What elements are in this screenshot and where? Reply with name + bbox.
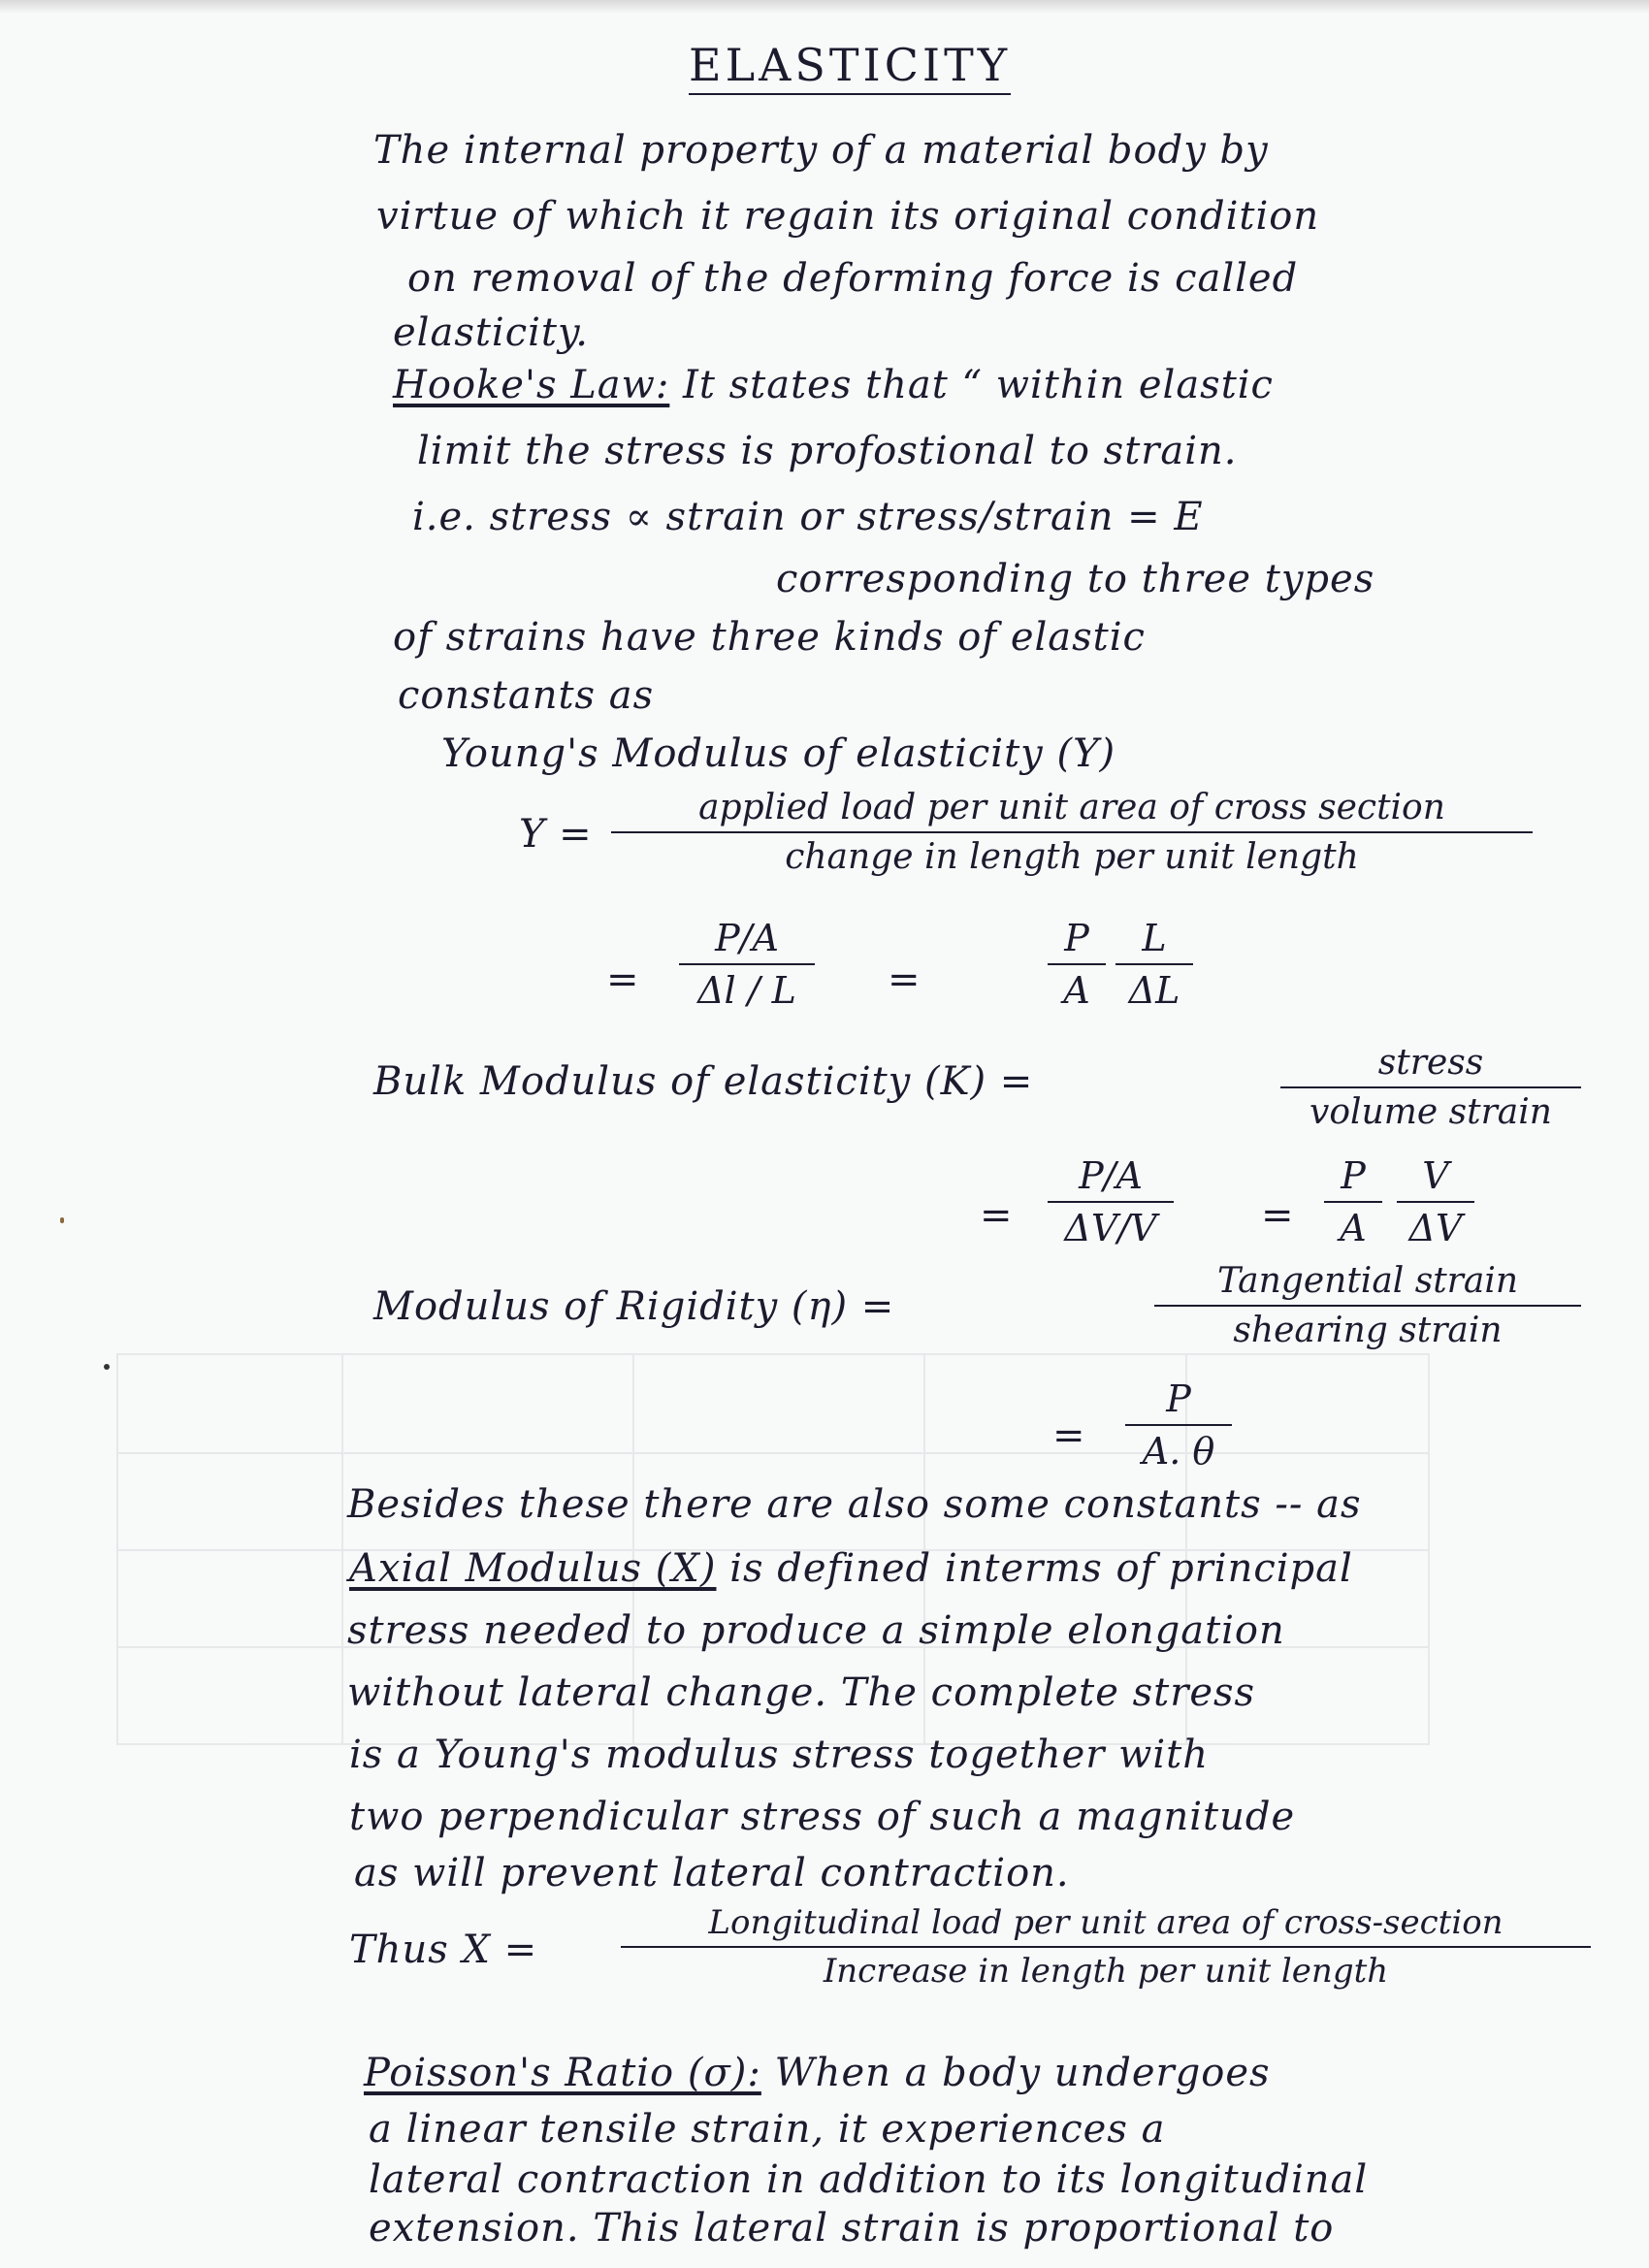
youngs-fraction-l-over-dl: $\frac{L}{\Delta L}$	[1116, 917, 1193, 1012]
youngs-modulus-heading: Young's Modulus of elasticity (Y)	[441, 731, 1116, 776]
axial-paragraph	[349, 1544, 1353, 1593]
bulk-equals-2: =	[1261, 1193, 1295, 1238]
hookes-law-paragraph	[393, 361, 1274, 409]
axial-modulus-heading: Axial Modulus (X)	[349, 1546, 717, 1591]
poisson-line-3: lateral contraction in addition to its longitudinal	[369, 2157, 1369, 2202]
youngs-equals: =	[606, 957, 640, 1002]
definition-line-3: on removal of the deforming force is called	[407, 256, 1299, 301]
hookes-law-heading: Hooke's Law:	[393, 363, 670, 407]
bulk-definition-fraction: stress volume strain	[1280, 1043, 1581, 1132]
youngs-fraction-pa-over-dl: $\frac{P/A}{\Delta l / L}$	[679, 917, 815, 1012]
youngs-fraction-p-over-a: $\frac{P}{A}$	[1048, 917, 1106, 1012]
poisson-line-1: When a body undergoes	[774, 2051, 1271, 2095]
youngs-lhs: Y =	[519, 812, 593, 857]
definition-line-4: elasticity.	[393, 310, 589, 355]
youngs-equals-2: =	[888, 957, 922, 1002]
axial-thus: Thus X =	[349, 1928, 538, 1972]
axial-line-6: as will prevent lateral contraction.	[354, 1851, 1070, 1895]
axial-intro: Besides these there are also some constants -- as	[347, 1482, 1362, 1527]
definition-line-1: The internal property of a material body by	[373, 128, 1269, 173]
axial-line-2: stress needed to produce a simple elongation	[347, 1608, 1285, 1653]
rigidity-heading: Modulus of Rigidity (η) =	[373, 1284, 895, 1329]
hookes-law-line-5: of strains have three kinds of elastic	[393, 615, 1146, 660]
axial-definition-fraction: Longitudinal load per unit area of cross-section Increase in length per unit length	[621, 1903, 1591, 1991]
hookes-law-line-2: limit the stress is profostional to strain.	[417, 429, 1238, 473]
ink-dot	[104, 1364, 110, 1370]
bulk-modulus-heading: Bulk Modulus of elasticity (K) =	[373, 1059, 1034, 1104]
axial-line-3: without lateral change. The complete stress	[347, 1670, 1256, 1715]
hookes-law-line-6: constants as	[398, 673, 655, 718]
axial-line-5: two perpendicular stress of such a magnitude	[349, 1795, 1296, 1839]
page-title: ELASTICITY	[689, 39, 1011, 95]
poisson-line-2: a linear tensile strain, it experiences a	[369, 2107, 1166, 2152]
youngs-definition-fraction	[611, 788, 1533, 877]
poisson-heading: Poisson's Ratio (σ):	[364, 2051, 761, 2095]
bulk-fraction-p-over-a: $\frac{P}{A}$	[1324, 1154, 1382, 1249]
bulk-fraction-pa-over-dvv: $\frac{P/A}{\Delta V/V}$	[1048, 1154, 1174, 1249]
rigidity-definition-fraction: Tangential strain shearing strain	[1154, 1261, 1581, 1350]
hookes-law-line-3: i.e. stress ∝ strain or stress/strain = E	[412, 495, 1204, 539]
poisson-paragraph	[364, 2049, 1271, 2097]
poisson-line-4: extension. This lateral strain is proportional to	[369, 2206, 1335, 2251]
paper-speck	[60, 1217, 64, 1223]
bulk-fraction-v-over-dv: $\frac{V}{\Delta V}$	[1397, 1154, 1474, 1249]
definition-line-2: virtue of which it regain its original condition	[376, 194, 1320, 239]
youngs-numerator: applied load per unit area of cross section	[611, 788, 1533, 833]
rigidity-equals: =	[1052, 1413, 1086, 1458]
axial-line-4: is a Young's modulus stress together with	[349, 1733, 1209, 1777]
paper-edge	[0, 0, 1649, 14]
hookes-law-line-1: It states that “ within elastic	[683, 363, 1274, 407]
axial-line-1: is defined interms of principal	[729, 1546, 1353, 1591]
youngs-denominator: change in length per unit length	[785, 837, 1359, 877]
rigidity-fraction-p-over-a-theta: $\frac{P}{A. \theta}$	[1125, 1377, 1232, 1473]
bulk-equals: =	[980, 1193, 1014, 1238]
hookes-law-line-4: corresponding to three types	[776, 557, 1375, 601]
